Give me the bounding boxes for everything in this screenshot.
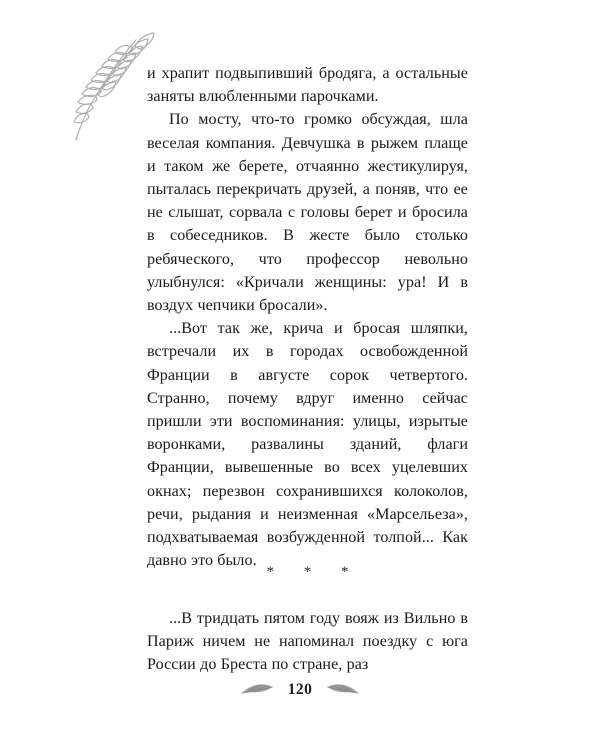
- section-separator: * * *: [266, 564, 362, 580]
- fern-branch-ornament: [62, 22, 158, 144]
- body-text-column-after-separator: [147, 607, 468, 677]
- page-number: 120: [287, 681, 313, 699]
- body-text-column: [147, 62, 468, 572]
- wing-flourish-left-icon: [240, 683, 274, 698]
- wing-flourish-right-icon: [326, 683, 360, 698]
- paragraph: и храпит подвыпивший бродяга, а остальные заняты влюбленными парочками.: [147, 65, 468, 106]
- paragraph: По мосту, что-то громко обсуждая, шла веселая компания. Девчушка в рыжем плаще и таком же берете, отчаянно жестикулируя, пыталась перекричать друзей, а поняв, что ее не слышат, сорвала с головы берет и бросила в собеседников. В жесте было столько ребяческого, что профессор невольно улыбнулся: «Кричали женщины: ура! И в воздух чепчики бросали».: [147, 111, 468, 315]
- paragraph: ...Вот так же, крича и бросая шляпки, встречали их в городах освобожденной Франции в августе сорок четвертого. Странно, почему вдруг именно сейчас пришли эти воспоминания: улицы, изрытые воронками, развалины зданий, флаги Франции, вывешенные во всех уцелевших окнах; перезвон сохранившихся колоколов, речи, рыдания и неизменная «Марсельеза», подхватываемая возбужденной толпой... Как давно это было.: [147, 320, 468, 570]
- page-footer: [0, 676, 600, 704]
- paragraph: ...В тридцать пятом году вояж из Вильно в Париж ничем не напоминал поездку с юга России до Бреста по стране, раз: [147, 610, 468, 674]
